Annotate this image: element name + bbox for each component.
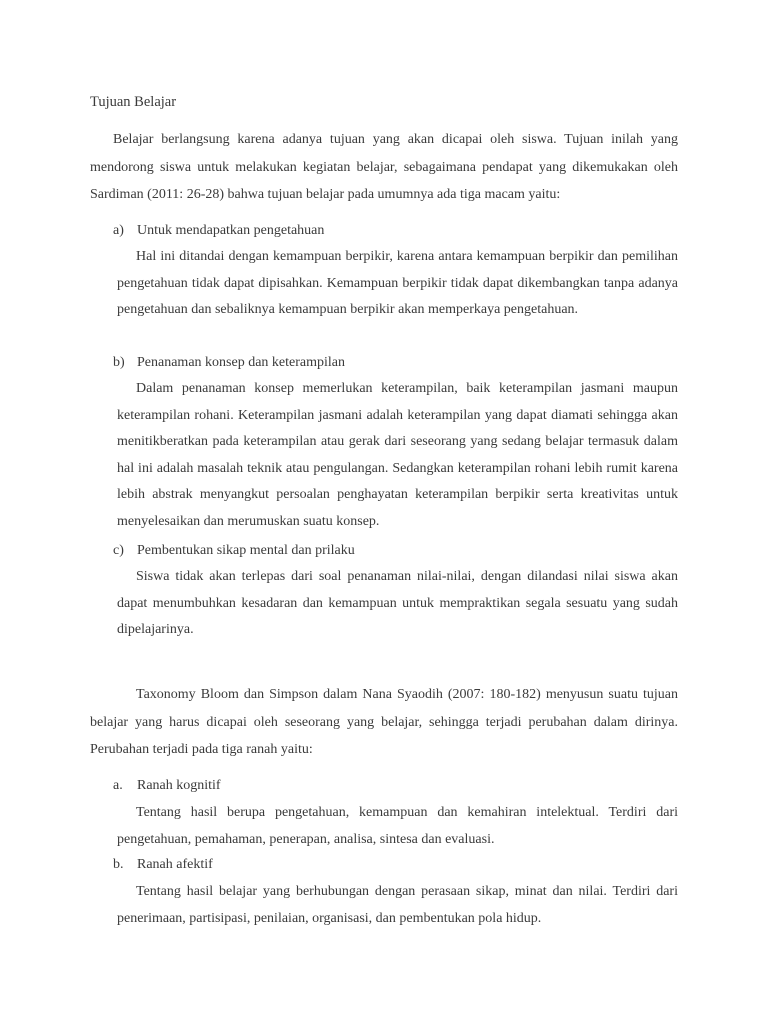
list-heading-text: Penanaman konsep dan keterampilan xyxy=(137,355,345,370)
list-heading-text: Ranah kognitif xyxy=(137,778,221,793)
list2-item-b-body: Tentang hasil belajar yang berhubungan dengan perasaan sikap, minat dan nilai. Terdiri dari penerimaan, partisipasi, penilaian, organisasi, dan pembentukan pola hidup. xyxy=(117,884,678,926)
list-marker: a) xyxy=(113,223,124,238)
document-title: Tujuan Belajar xyxy=(90,94,177,110)
list1-item-a-heading xyxy=(113,221,324,241)
list1-item-c-body: Siswa tidak akan terlepas dari soal penanaman nilai-nilai, dengan dilandasi nilai siswa akan dapat menumbuhkan kesadaran dan kemampuan untuk mempraktikan segala sesuatu yang sudah dipelajarinya. xyxy=(117,569,678,637)
list1-item-b-heading xyxy=(113,353,345,373)
list1-item-c-heading xyxy=(113,541,355,561)
list-marker: a. xyxy=(113,778,123,793)
list1-item-b-body: Dalam penanaman konsep memerlukan keterampilan, baik keterampilan jasmani maupun keterampilan rohani. Keterampilan jasmani adalah keterampilan yang dapat diamati sehingga akan menitikberatkan pada keterampilan atau gerak dari seseorang yang sedang belajar termasuk dalam hal ini adalah masalah teknik atau pengulangan. Sedangkan keterampilan rohani lebih rumit karena lebih abstrak menyangkut persoalan penghayatan keterampilan berpikir serta kreativitas untuk menyelesaikan dan merumuskan suatu konsep. xyxy=(117,381,678,529)
list-heading-text: Untuk mendapatkan pengetahuan xyxy=(137,223,325,238)
list-heading-text: Pembentukan sikap mental dan prilaku xyxy=(137,543,355,558)
list-marker: b) xyxy=(113,355,125,370)
intro-paragraph: Belajar berlangsung karena adanya tujuan yang akan dicapai oleh siswa. Tujuan inilah yang mendorong siswa untuk melakukan kegiatan belajar, sebagaimana pendapat yang dikemukakan oleh Sardiman (2011: 26-28) bahwa tujuan belajar pada umumnya ada tiga macam yaitu: xyxy=(90,132,678,202)
list-heading-text: Ranah afektif xyxy=(137,857,213,872)
list-marker: b. xyxy=(113,857,124,872)
list2-item-b-heading xyxy=(113,855,213,875)
list-marker: c) xyxy=(113,543,124,558)
second-intro-paragraph: Taxonomy Bloom dan Simpson dalam Nana Syaodih (2007: 180-182) menyusun suatu tujuan belajar yang harus dicapai oleh seseorang yang belajar, sehingga terjadi perubahan dalam dirinya. Perubahan terjadi pada tiga ranah yaitu: xyxy=(90,687,678,757)
list2-item-a-body: Tentang hasil berupa pengetahuan, kemampuan dan kemahiran intelektual. Terdiri dari pengetahuan, pemahaman, penerapan, analisa, sintesa dan evaluasi. xyxy=(117,805,678,847)
list2-item-a-heading xyxy=(113,776,221,796)
list1-item-a-body: Hal ini ditandai dengan kemampuan berpikir, karena antara kemampuan berpikir dan pemilihan pengetahuan tidak dapat dipisahkan. Kemampuan berpikir tidak dapat dikembangkan tanpa adanya pengetahuan dan sebaliknya kemampuan berpikir akan memperkaya pengetahuan. xyxy=(117,249,678,317)
